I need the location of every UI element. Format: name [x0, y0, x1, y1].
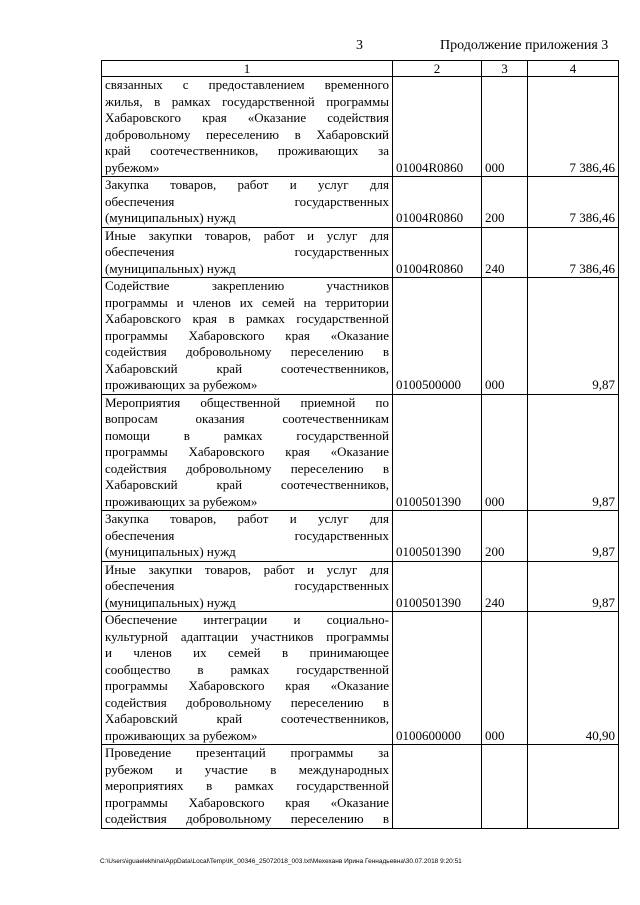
- row-description: [102, 561, 393, 612]
- description-line: проживающих за рубежом»: [105, 727, 258, 743]
- description-line: Иные закупки товаров, работ и услуг для: [105, 561, 389, 577]
- description-line: программы Хабаровского края «Оказание: [105, 327, 389, 343]
- row-amount: 7 386,46: [528, 227, 619, 278]
- row-target-code: 0100501390: [393, 561, 482, 612]
- row-expense-type: 200: [482, 177, 528, 228]
- description-line: рубежом»: [105, 159, 160, 175]
- row-description: [102, 227, 393, 278]
- description-line: содействия добровольному переселению в: [105, 811, 389, 826]
- continuation-label: Продолжение приложения 3: [440, 38, 609, 53]
- description-line: и членов их семей в принимающее: [105, 645, 389, 660]
- description-line: (муниципальных) нужд: [105, 210, 236, 225]
- row-expense-type: [482, 745, 528, 829]
- row-amount: 7 386,46: [528, 77, 619, 177]
- description-line: сообщество в рамках государственной: [105, 661, 389, 677]
- description-line: мероприятиях в рамках государственной: [105, 778, 389, 793]
- row-amount: 9,87: [528, 394, 619, 511]
- description-line: программы Хабаровского края «Оказание: [105, 794, 389, 810]
- description-line: Обеспечение интеграции и социально-: [105, 612, 389, 627]
- description-line: Проведение презентаций программы за: [105, 745, 389, 760]
- row-target-code: 01004R0860: [393, 177, 482, 228]
- row-description: [102, 394, 393, 511]
- table-row: [102, 278, 619, 395]
- description-line: Содействие закреплению участников: [105, 278, 389, 293]
- row-description: [102, 612, 393, 745]
- row-description: [102, 177, 393, 228]
- row-description: [102, 745, 393, 829]
- description-line: проживающих за рубежом»: [105, 493, 258, 509]
- description-line: Хабаровского края «Оказание содействия: [105, 110, 389, 125]
- row-target-code: [393, 745, 482, 829]
- page-number: 3: [356, 38, 363, 53]
- row-amount: 7 386,46: [528, 177, 619, 228]
- budget-table: [101, 60, 619, 829]
- row-description: [102, 278, 393, 395]
- row-expense-type: 240: [482, 561, 528, 612]
- row-description: [102, 511, 393, 562]
- row-expense-type: 000: [482, 77, 528, 177]
- row-expense-type: 200: [482, 511, 528, 562]
- description-line: вопросам оказания соотечественникам: [105, 411, 389, 426]
- description-line: культурной адаптации участников программы: [105, 628, 389, 644]
- row-target-code: 0100500000: [393, 278, 482, 395]
- table-row: [102, 177, 619, 228]
- description-line: Закупка товаров, работ и услуг для: [105, 177, 389, 192]
- description-line: программы Хабаровского края «Оказание: [105, 444, 389, 459]
- column-header: 1: [102, 61, 393, 77]
- description-line: содействия добровольному переселению в: [105, 344, 389, 359]
- description-line: край соотечественников, проживающих за: [105, 143, 389, 158]
- row-expense-type: 000: [482, 394, 528, 511]
- row-target-code: 0100501390: [393, 511, 482, 562]
- row-expense-type: 000: [482, 278, 528, 395]
- description-line: обеспечения государственных: [105, 527, 389, 543]
- description-line: Хабаровского края в рамках государственной: [105, 311, 389, 326]
- row-target-code: 0100501390: [393, 394, 482, 511]
- column-header: 2: [393, 61, 482, 77]
- description-line: (муниципальных) нужд: [105, 594, 236, 610]
- table-row: [102, 511, 619, 562]
- row-amount: [528, 745, 619, 829]
- table-row: [102, 227, 619, 278]
- description-line: добровольному переселению в Хабаровский: [105, 126, 389, 142]
- description-line: программы и членов их семей на территории: [105, 294, 389, 310]
- row-expense-type: 000: [482, 612, 528, 745]
- column-header: 3: [482, 61, 528, 77]
- description-line: Иные закупки товаров, работ и услуг для: [105, 227, 389, 243]
- row-expense-type: 240: [482, 227, 528, 278]
- row-description: [102, 77, 393, 177]
- row-target-code: 0100600000: [393, 612, 482, 745]
- table-row: [102, 394, 619, 511]
- description-line: жилья, в рамках государственной программы: [105, 93, 389, 109]
- description-line: связанных с предоставлением временного: [105, 77, 389, 92]
- description-line: содействия добровольному переселению в: [105, 694, 389, 710]
- row-amount: 9,87: [528, 278, 619, 395]
- table-row: [102, 745, 619, 829]
- description-line: обеспечения государственных: [105, 578, 389, 593]
- description-line: Хабаровский край соотечественников,: [105, 477, 389, 492]
- description-line: программы Хабаровского края «Оказание: [105, 678, 389, 693]
- table-row: [102, 612, 619, 745]
- table-row: [102, 77, 619, 177]
- description-line: Мероприятия общественной приемной по: [105, 394, 389, 410]
- table-header-row: [102, 61, 619, 77]
- description-line: содействия добровольному переселению в: [105, 460, 389, 476]
- row-amount: 40,90: [528, 612, 619, 745]
- file-path-footer: C:\Users\iguaelekhina\AppData\Local\Temp\IK_00346_25072018_003.txt\Мехеханв Ирина Геннадьевна\30.07.2018 9:20:51: [100, 858, 462, 865]
- description-line: помощи в рамках государственной: [105, 427, 389, 443]
- row-target-code: 01004R0860: [393, 77, 482, 177]
- description-line: (муниципальных) нужд: [105, 260, 236, 276]
- description-line: (муниципальных) нужд: [105, 544, 236, 559]
- description-line: проживающих за рубежом»: [105, 377, 258, 392]
- description-line: обеспечения государственных: [105, 244, 389, 259]
- row-amount: 9,87: [528, 511, 619, 562]
- row-target-code: 01004R0860: [393, 227, 482, 278]
- description-line: Закупка товаров, работ и услуг для: [105, 511, 389, 526]
- description-line: Хабаровский край соотечественников,: [105, 711, 389, 726]
- row-amount: 9,87: [528, 561, 619, 612]
- column-header: 4: [528, 61, 619, 77]
- description-line: обеспечения государственных: [105, 193, 389, 209]
- description-line: Хабаровский край соотечественников,: [105, 360, 389, 376]
- table-row: [102, 561, 619, 612]
- description-line: рубежом и участие в международных: [105, 761, 389, 777]
